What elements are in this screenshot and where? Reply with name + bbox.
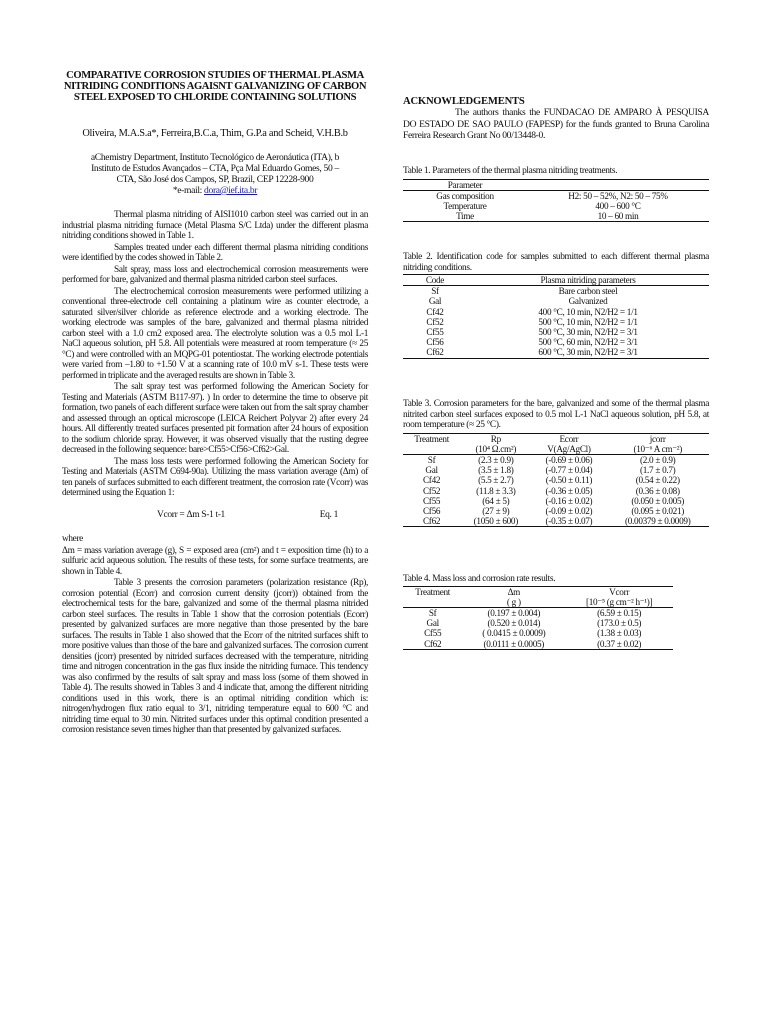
table3-row bbox=[403, 454, 709, 465]
equation-lhs: Vcorr = Δm S-1 t-1 bbox=[157, 509, 225, 520]
table3-cell: (0.00379 ± 0.0009) bbox=[606, 516, 709, 527]
table4-cell: Sf bbox=[428, 607, 437, 618]
table4-cell: (0.520 ± 0.014) bbox=[487, 618, 541, 629]
affiliation bbox=[62, 152, 368, 196]
table-1 bbox=[403, 166, 709, 222]
table3-cell: Cf62 bbox=[403, 516, 460, 527]
table1-row bbox=[403, 201, 709, 211]
table3-cell: (11.8 ± 3.3) bbox=[476, 485, 516, 496]
table2-cell: 400 °C, 10 min, N2/H2 = 1/1 bbox=[538, 306, 638, 317]
acknowledgements-heading: ACKNOWLEDGEMENTS bbox=[403, 96, 525, 107]
table-3-grid bbox=[403, 433, 709, 528]
table1-cell: Gas composition bbox=[436, 190, 494, 201]
paragraph-3: Salt spray, mass loss and electrochemical corrosion measurements were performed for bare, galvanized and thermal plasma nitrided carbon steel surfaces. bbox=[62, 264, 368, 285]
table1-row bbox=[403, 211, 709, 222]
table1-cell: Temperature bbox=[443, 200, 487, 211]
table-3-header-treatment: Treatment bbox=[403, 433, 460, 444]
table3-cell: (0.54 ± 0.22) bbox=[635, 475, 680, 486]
table3-cell: (0.050 ± 0.005) bbox=[631, 495, 685, 506]
paragraph-6: The mass loss tests were performed following the American Society for Testing and Materials (ASTM C694-90a). Utilizing the mass variation average (Δm) of ten panels of surfaces submitted to each different treatment, the corrosion rate (Vcorr) was determined using the Equation 1: bbox=[62, 456, 368, 498]
table-4-unit: ( g ) bbox=[462, 597, 565, 608]
table3-cell: (1.7 ± 0.7) bbox=[639, 465, 676, 476]
table4-row bbox=[403, 607, 673, 618]
table4-cell: (173.0 ± 0.5) bbox=[597, 618, 642, 629]
email-line bbox=[62, 185, 368, 196]
table1-cell: 400 – 600 °C bbox=[595, 200, 641, 211]
table4-row bbox=[403, 618, 673, 628]
paragraph-7: Δm = mass variation average (g), S = exposed area (cm²) and t = exposition time (h) to a sulfuric acid aqueous solution. The results of these tests, for some surface treatments, are shown in Table 4. bbox=[62, 545, 368, 577]
table-3-header-ecorr: Ecorr bbox=[531, 433, 606, 444]
table1-cell: H2: 50 – 52%, N2: 50 – 75% bbox=[568, 190, 668, 201]
table2-cell: Sf bbox=[431, 286, 439, 297]
table-2-header-parameters: Plasma nitriding parameters bbox=[467, 275, 709, 286]
table2-cell: 500 °C, 10 min, N2/H2 = 1/1 bbox=[538, 316, 638, 327]
table3-cell: (-0.69 ± 0.06) bbox=[545, 454, 593, 465]
table3-cell: (2.3 ± 0.9) bbox=[478, 454, 514, 465]
table-3-unit: (10⁴ Ω.cm²) bbox=[460, 444, 531, 455]
paragraph-2: Samples treated under each different thermal plasma nitriding conditions were identified by the codes showed in Table 2. bbox=[62, 242, 368, 263]
where-label: where bbox=[62, 534, 83, 544]
affiliation-line-2: Instituto de Estudos Avançados – CTA, Pça Mal Eduardo Gomes, 50 – bbox=[91, 163, 339, 174]
acknowledgements-text: The authors thanks the FUNDACAO DE AMPARO À PESQUISA DO ESTADO DE SAO PAULO (FAPESP) for the funds granted to Bruna Carolina Ferreira Research Grant No 00/13448-0. bbox=[403, 107, 709, 141]
equation-label: Eq. 1 bbox=[319, 509, 338, 520]
paragraph-4: The electrochemical corrosion measurements were performed utilizing a conventional three-electrode cell containing a platinum wire as counter electrode, a saturated silver/silver chloride as reference electrode and a working electrode. The working electrode was samples of the bare, galvanized and thermal plasma nitrided carbon steel with a 1.0 cm2 exposed area. The electrolyte solution was a 0.5 mol L-1 NaCl aqueous solution, pH 5.8. All potentials were measured at room temperature (≈ 25 °C) and were controlled with an MQPG-01 potentiostat. The working electrode potentials were varied from –1.80 to +1.50 V at a scanning rate of 10.0 mV s-1. These tests were performed in triplicate and the averaged results are shown in Table 3. bbox=[62, 286, 368, 381]
table-4-unit: [10⁻⁵ (g cm⁻² h⁻¹)] bbox=[565, 597, 673, 608]
table-3-header-rp: Rp bbox=[460, 433, 531, 444]
email-link[interactable]: dora@ief.ita.br bbox=[204, 185, 258, 196]
table-3-caption: Table 3. Corrosion parameters for the bare, galvanized and some of the thermal plasma nitrited carbon steel surfaces exposed to 0.5 mol L-1 NaCl aqueous solution, pH 5.8, at room temperature (≈ 25 °C). bbox=[403, 399, 709, 430]
table-2-header-code: Code bbox=[403, 275, 467, 286]
table2-cell: Cf42 bbox=[426, 306, 444, 317]
table3-row bbox=[403, 486, 709, 496]
table3-cell: Cf52 bbox=[422, 485, 441, 496]
table3-row bbox=[403, 516, 709, 527]
authors: Oliveira, M.A.S.a*, Ferreira,B.C.a, Thim, G.P.a and Scheid, V.H.B.b bbox=[82, 128, 348, 139]
table-4-grid bbox=[403, 586, 673, 650]
table2-cell: 500 °C, 60 min, N2/H2 = 3/1 bbox=[538, 337, 638, 348]
table3-cell: (-0.35 ± 0.07) bbox=[531, 516, 606, 527]
body-text bbox=[62, 210, 368, 737]
table4-cell: Cf62 bbox=[403, 639, 462, 650]
table3-cell: (2.0 ± 0.9) bbox=[639, 454, 676, 465]
table1-cell: 10 – 60 min bbox=[527, 211, 709, 222]
table2-cell: Cf62 bbox=[403, 347, 467, 358]
table-2-grid bbox=[403, 274, 709, 359]
table-4-unit bbox=[403, 597, 462, 608]
table-3-unit: (10⁻⁶ A cm⁻²) bbox=[606, 444, 709, 455]
table3-cell: Gal bbox=[425, 465, 438, 476]
table3-cell: Cf56 bbox=[422, 505, 441, 516]
paragraph-8: Table 3 presents the corrosion parameters (polarization resistance (Rp), corrosion potential (Ecorr) and corrosion current density (jcorr)) obtained from the electrochemical tests for the bare, galvanized and some of the thermal plasma nitrided carbon steel surfaces. The results in Table 1 show that the corrosion potentials (Ecorr) presented by galvanized surfaces are more negative than those presented by the bare surfaces. The results in Table 1 also showed that the Ecorr of the nitrited surfaces shift to more positive values than those of the bare and galvanized surfaces. The corrosion current densities (jcorr) presented by nitrided surfaces decreased with the temperature, nitriding time and nitrogen concentration in the gas flux inside the nitriding furnace. This tendency was also confirmed by the results of salt spray and mass loss (some of them showed in Table 4). The results showed in Tables 3 and 4 indicate that, among the different nitriding conditions used in this work, there is an optimal nitriding condition which is: nitrogen/hydrogen flux ratio equal to 3/1, nitriding temperature equal to 600 °C and nitriding time equal to 30 min. Nitrited surfaces under this optimal condition presented a corrosion resistance seven times higher than that presented by galvanized surfaces. bbox=[62, 578, 368, 735]
table3-cell: (-0.36 ± 0.05) bbox=[545, 485, 593, 496]
paragraph-5: The salt spray test was performed following the American Society for Testing and Materials (ASTM B117-97). ) In order to determine the time to observe pit formation, two panels of each different surface were taken out from the salt spray chamber and assessed through an optical microscope (LEICA Reichert Polyvar 2) after every 24 hours. All differently treated surfaces presented pit formation after 24 hours of exposition to the sodium chloride spray. However, it was observed visually that the rusting degree decreased in the following sequence: bare>Cf55>Cf56>Cf62>Gal. bbox=[62, 382, 368, 455]
table3-cell: (27 ± 9) bbox=[482, 505, 510, 516]
table3-cell: (1050 ± 600) bbox=[460, 516, 531, 527]
table-3-unit: V(Ag/AgCl) bbox=[531, 444, 606, 455]
table4-cell: (0.197 ± 0.004) bbox=[487, 607, 541, 618]
table2-cell: 600 °C, 30 min, N2/H2 = 3/1 bbox=[467, 347, 709, 358]
table2-row bbox=[403, 307, 709, 317]
table2-cell: Cf52 bbox=[426, 316, 444, 327]
table-1-grid bbox=[403, 179, 709, 223]
table2-cell: Gal bbox=[428, 296, 442, 307]
email-label: *e-mail: bbox=[172, 185, 202, 196]
table1-row bbox=[403, 190, 709, 201]
equation-1 bbox=[62, 500, 368, 535]
table3-cell: (0.36 ± 0.08) bbox=[635, 485, 680, 496]
table3-cell: Cf55 bbox=[422, 495, 441, 506]
table4-cell: (0.0111 ± 0.0005) bbox=[462, 639, 565, 650]
table4-cell: (1.38 ± 0.03) bbox=[597, 628, 642, 639]
table3-row bbox=[403, 496, 709, 506]
table-4-caption: Table 4. Mass loss and corrosion rate results. bbox=[403, 574, 556, 584]
table-2 bbox=[403, 252, 709, 359]
table3-cell: (-0.77 ± 0.04) bbox=[545, 465, 593, 476]
table-1-caption: Table 1. Parameters of the thermal plasma nitriding treatments. bbox=[403, 166, 618, 176]
table3-row bbox=[403, 506, 709, 516]
acknowledgements bbox=[403, 107, 709, 142]
table2-row bbox=[403, 327, 709, 337]
table4-cell: (6.59 ± 0.15) bbox=[597, 607, 642, 618]
table1-cell: Time bbox=[403, 211, 527, 222]
table-4-header-vcorr: Vcorr bbox=[565, 586, 673, 597]
table4-row bbox=[403, 628, 673, 638]
table2-row bbox=[403, 286, 709, 297]
paragraph-1: Thermal plasma nitriding of AISI1010 carbon steel was carried out in an industrial plasma nitriding furnace (Metal Plasma S/C Ltda) under the different plasma nitriding conditions showed in Table 1. bbox=[62, 210, 368, 241]
affiliation-line-1: aChemistry Department, Instituto Tecnológico de Aeronáutica (ITA), b bbox=[90, 152, 340, 163]
table4-cell: Cf55 bbox=[424, 628, 442, 639]
table3-cell: (0.095 ± 0.021) bbox=[631, 505, 685, 516]
paper-title: COMPARATIVE CORROSION STUDIES OF THERMAL PLASMA NITRIDING CONDITIONS AGAISNT GALVANIZING OF CARBON STEEL EXPOSED TO CHLORIDE CONTAINING SOLUTIONS bbox=[63, 70, 367, 103]
table2-cell: Cf55 bbox=[426, 327, 444, 338]
table2-cell: Cf56 bbox=[426, 337, 444, 348]
table3-row bbox=[403, 475, 709, 485]
table-1-header: Parameter bbox=[403, 179, 527, 190]
table2-cell: 500 °C, 30 min, N2/H2 = 3/1 bbox=[538, 327, 638, 338]
table3-cell: Sf bbox=[427, 454, 436, 465]
affiliation-line-3: CTA, São José dos Campos, SP, Brazil, CEP 12228-900 bbox=[116, 174, 314, 185]
table3-row bbox=[403, 465, 709, 475]
table-3-unit bbox=[403, 444, 460, 455]
table3-cell: (64 ± 5) bbox=[482, 495, 510, 506]
table3-cell: (-0.09 ± 0.02) bbox=[545, 505, 593, 516]
table-3 bbox=[403, 399, 709, 527]
table-4-header-treatment: Treatment bbox=[403, 586, 462, 597]
table3-cell: (-0.16 ± 0.02) bbox=[545, 495, 593, 506]
table3-cell: Cf42 bbox=[422, 475, 441, 486]
table-4 bbox=[403, 574, 673, 650]
table2-cell: Galvanized bbox=[568, 296, 608, 307]
table2-row bbox=[403, 337, 709, 347]
table4-cell: Gal bbox=[426, 618, 439, 629]
table2-row bbox=[403, 296, 709, 306]
table2-row bbox=[403, 317, 709, 327]
table2-cell: Bare carbon steel bbox=[558, 286, 618, 297]
table4-row bbox=[403, 639, 673, 650]
table-4-header-dm: Δm bbox=[462, 586, 565, 597]
table3-cell: (3.5 ± 1.8) bbox=[478, 465, 514, 476]
table2-row bbox=[403, 347, 709, 358]
table4-cell: (0.37 ± 0.02) bbox=[565, 639, 673, 650]
table3-cell: (5.5 ± 2.7) bbox=[478, 475, 514, 486]
table3-cell: (-0.50 ± 0.11) bbox=[545, 475, 593, 486]
table-3-header-jcorr: jcorr bbox=[606, 433, 709, 444]
table4-cell: ( 0.0415 ± 0.0009) bbox=[482, 628, 546, 639]
table-2-caption: Table 2. Identification code for samples submitted to each different thermal plasma nitriding conditions. bbox=[403, 252, 709, 273]
